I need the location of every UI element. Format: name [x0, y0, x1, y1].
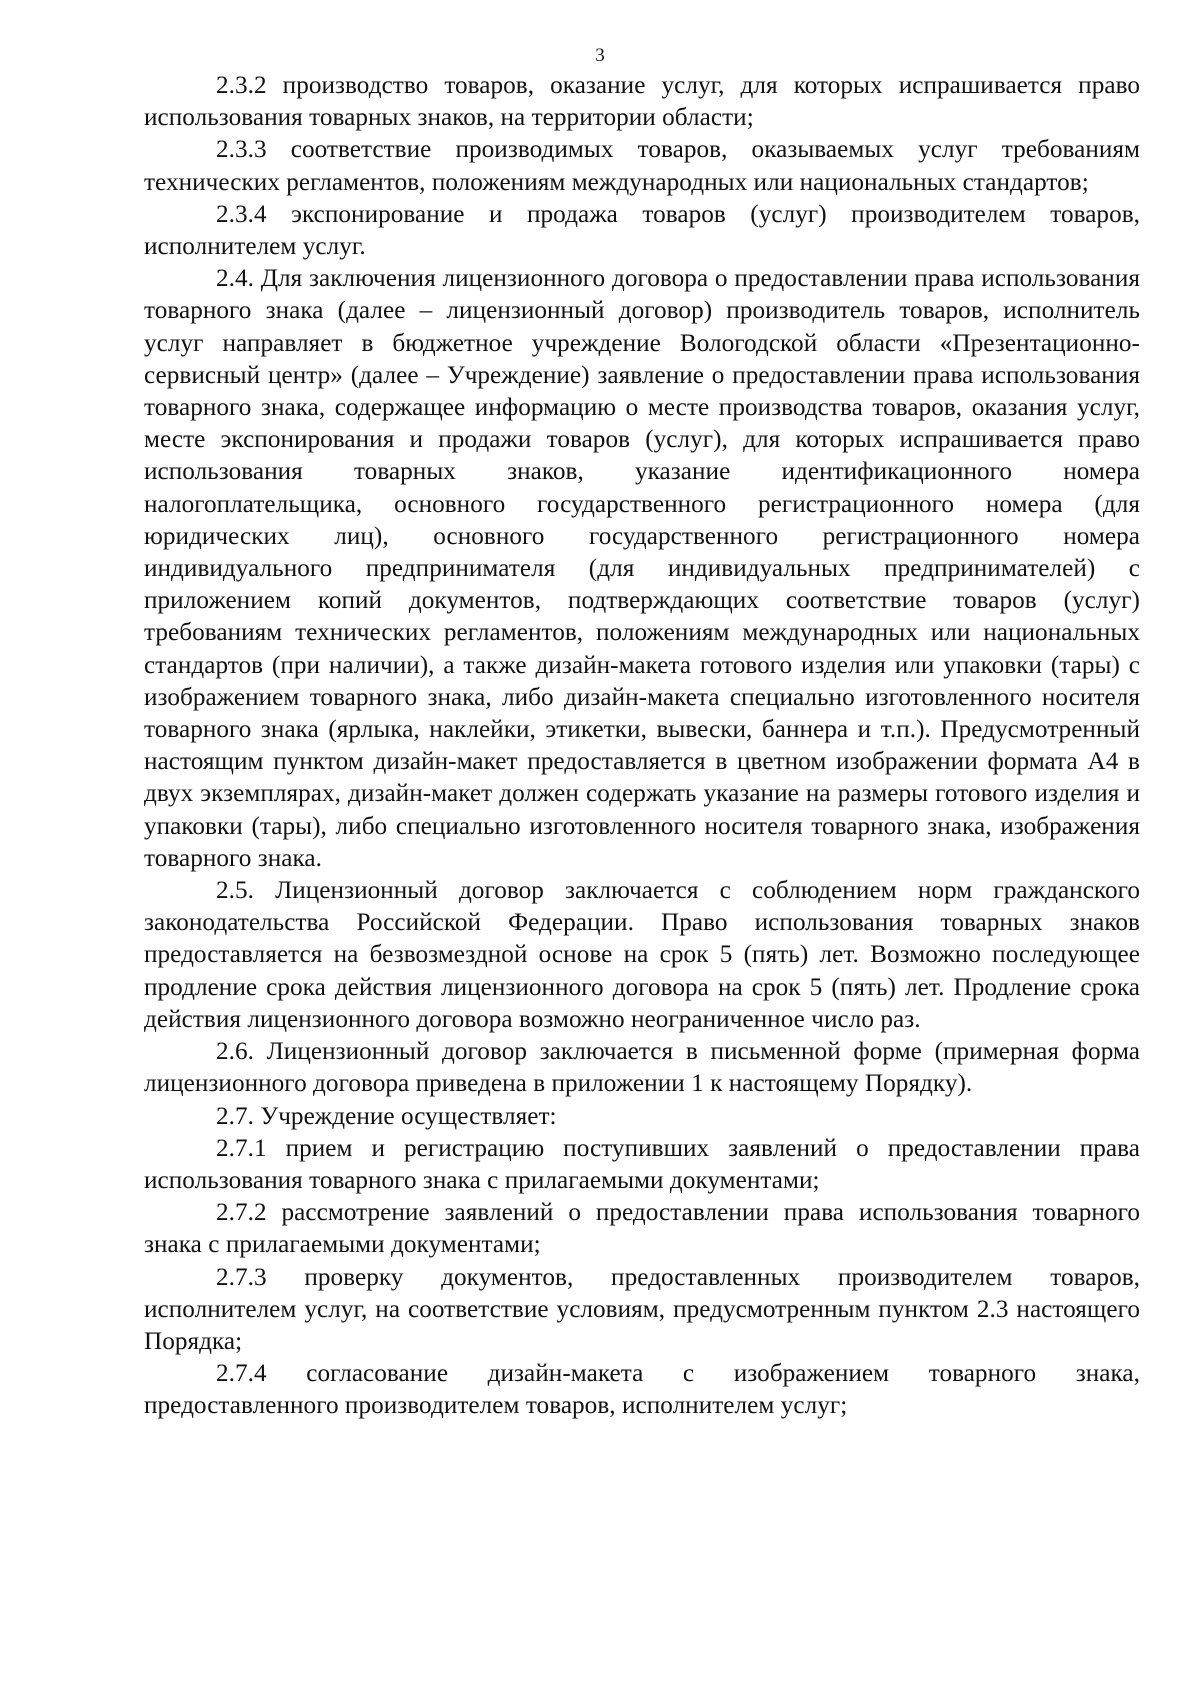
- paragraph-2-3-2: 2.3.2 производство товаров, оказание услуг, для которых испрашивается право использования товарных знаков, на территории области;: [144, 72, 1140, 132]
- paragraph-2-7-1: 2.7.1 прием и регистрацию поступивших заявлений о предоставлении права использования товарного знака с прилагаемыми документами;: [144, 1134, 1140, 1194]
- paragraph-2-7-2: 2.7.2 рассмотрение заявлений о предоставлении права использования товарного знака с прилагаемыми документами;: [144, 1199, 1140, 1259]
- paragraph-2-7-3: 2.7.3 проверку документов, предоставленных производителем товаров, исполнителем услуг, на соответствие условиям, предусмотренным пунктом 2.3 настоящего Порядка;: [144, 1263, 1140, 1355]
- document-body: [144, 70, 1140, 1423]
- paragraph-2-6: 2.6. Лицензионный договор заключается в письменной форме (примерная форма лицензионного договора приведена в приложении 1 к настоящему Порядку).: [144, 1038, 1140, 1098]
- paragraph-2-3-4: 2.3.4 экспонирование и продажа товаров (услуг) производителем товаров, исполнителем услуг.: [144, 200, 1140, 261]
- page-number: 3: [595, 45, 605, 66]
- paragraph-2-5: 2.5. Лицензионный договор заключается с соблюдением норм гражданского законодательства Российской Федерации. Право использования товарных знаков предоставляется на безвозмездной основе на срок 5 (пять) лет. Возможно последующее продление срока действия лицензионного договора на срок 5 (пять) лет. Продление срока действия лицензионного договора возможно неограниченное число раз.: [144, 877, 1140, 1033]
- paragraph-2-7-4: 2.7.4 согласование дизайн-макета с изображением товарного знака, предоставленного производителем товаров, исполнителем услуг;: [144, 1360, 1140, 1420]
- paragraph-2-3-3: 2.3.3 соответствие производимых товаров, оказываемых услуг требованиям технических регламентов, положениям международных или национальных стандартов;: [144, 136, 1140, 196]
- paragraph-2-7: 2.7. Учреждение осуществляет:: [216, 1102, 557, 1130]
- paragraph-2-4: 2.4. Для заключения лицензионного договора о предоставлении права использования товарного знака (далее – лицензионный договор) производитель товаров, исполнитель услуг направляет в бюджетное учреждение Вологодской области «Презентационно-сервисный центр» (далее – Учреждение) заявление о предоставлении права использования товарного знака, содержащее информацию о месте производства товаров, оказания услуг, месте экспонирования и продажи товаров (услуг), для которых испрашивается право использования товарных знаков, указание идентификационного номера налогоплательщика, основного государственного регистрационного номера (для юридических лиц), основного государственного регистрационного номера индивидуального предпринимателя (для индивидуальных предпринимателей) с приложением копий документов, подтверждающих соответствие товаров (услуг) требованиям технических регламентов, положениям международных или национальных стандартов (при наличии), а также дизайн-макета готового изделия или упаковки (тары) с изображением товарного знака, либо дизайн-макета специально изготовленного носителя товарного знака (ярлыка, наклейки, этикетки, вывески, баннера и т.п.). Предусмотренный настоящим пунктом дизайн-макет предоставляется в цветном изображении формата А4 в двух экземплярах, дизайн-макет должен содержать указание на размеры готового изделия и упаковки (тары), либо специально изготовленного носителя товарного знака, изображения товарного знака.: [144, 265, 1140, 872]
